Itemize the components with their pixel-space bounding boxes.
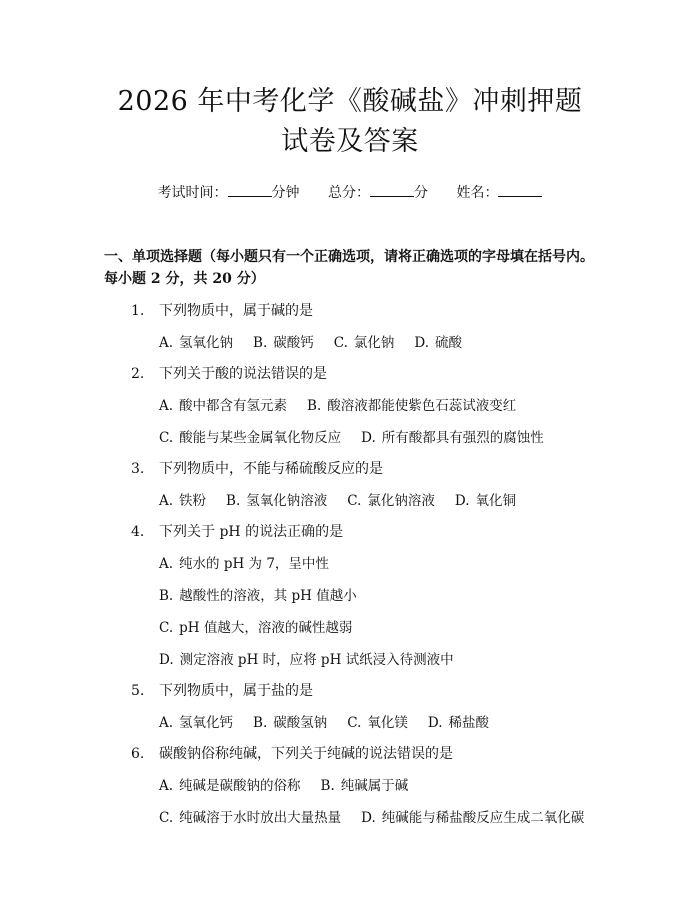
answer-option[interactable] <box>159 491 206 511</box>
option-row <box>104 618 596 638</box>
option-letter: D. <box>361 430 376 446</box>
answer-option[interactable] <box>159 713 233 733</box>
answer-option[interactable] <box>159 618 352 638</box>
score-blank[interactable] <box>370 184 414 197</box>
question-item <box>104 681 596 733</box>
option-text: 纯水的 pH 为 7，呈中性 <box>179 556 329 572</box>
question-stem <box>104 522 596 542</box>
option-letter: B. <box>253 715 268 731</box>
question-stem <box>104 364 596 384</box>
option-row <box>104 586 596 606</box>
exam-info <box>104 184 596 202</box>
answer-option[interactable] <box>253 333 314 353</box>
option-letter: C. <box>159 430 174 446</box>
option-text: 纯碱是碳酸钠的俗称 <box>179 778 301 794</box>
section-heading: 一、单项选择题（每小题只有一个正确选项，请将正确选项的字母填在括号内。每小题 2 分，共 20 分） <box>104 249 594 287</box>
option-text: 碳酸钙 <box>273 335 314 351</box>
question-text: 下列物质中，不能与稀硫酸反应的是 <box>159 461 383 477</box>
option-text: 氢氧化钠 <box>179 335 234 351</box>
option-text: 碳酸氢钠 <box>273 715 328 731</box>
question-item <box>104 301 596 353</box>
question-number: 3. <box>131 461 145 477</box>
answer-option[interactable] <box>334 333 395 353</box>
question-text: 下列物质中，属于碱的是 <box>159 303 313 319</box>
answer-option[interactable] <box>361 428 544 448</box>
option-row <box>104 396 596 416</box>
option-text: 氧化铜 <box>475 493 517 509</box>
name-label: 姓名： <box>456 185 499 201</box>
option-letter: B. <box>226 493 241 509</box>
option-text: 越酸性的溶液，其 pH 值越小 <box>179 588 357 604</box>
option-letter: C. <box>333 335 348 351</box>
option-row <box>104 808 596 828</box>
answer-option[interactable] <box>321 776 409 796</box>
exam-score <box>328 184 428 202</box>
answer-option[interactable] <box>159 776 301 796</box>
option-letter: A. <box>159 398 174 414</box>
option-letter: D. <box>414 335 430 351</box>
question-text: 下列物质中，属于盐的是 <box>159 683 313 699</box>
answer-option[interactable] <box>159 808 341 828</box>
option-text: 铁粉 <box>179 493 207 509</box>
option-letter: A. <box>159 556 174 572</box>
option-row <box>104 776 596 796</box>
answer-option[interactable] <box>159 650 454 670</box>
option-text: 纯碱能与稀盐酸反应生成二氧化碳 <box>381 810 585 826</box>
answer-option[interactable] <box>307 396 516 416</box>
option-text: 稀盐酸 <box>448 715 490 731</box>
option-letter: A. <box>159 335 174 351</box>
option-text: 所有酸都具有强烈的腐蚀性 <box>381 430 544 446</box>
option-letter: A. <box>159 493 174 509</box>
option-row <box>104 491 596 511</box>
question-text: 下列关于酸的说法错误的是 <box>159 366 327 382</box>
option-letter: B. <box>159 588 174 604</box>
answer-option[interactable] <box>159 428 341 448</box>
option-letter: D. <box>427 715 443 731</box>
question-item <box>104 744 596 828</box>
answer-option[interactable] <box>159 554 329 574</box>
option-row <box>104 333 596 353</box>
answer-option[interactable] <box>159 586 357 606</box>
option-letter: C. <box>347 493 362 509</box>
option-letter: B. <box>320 778 335 794</box>
answer-option[interactable] <box>455 491 516 511</box>
question-item <box>104 364 596 448</box>
option-text: pH 值越大，溶液的碱性越弱 <box>179 620 353 636</box>
option-text: 氧化镁 <box>367 715 408 731</box>
option-row <box>104 713 596 733</box>
exam-name <box>456 184 542 202</box>
option-letter: A. <box>159 715 174 731</box>
answer-option[interactable] <box>428 713 489 733</box>
option-text: 酸溶液都能使紫色石蕊试液变红 <box>327 398 517 414</box>
option-text: 测定溶液 pH 时，应将 pH 试纸浸入待测液中 <box>179 652 454 668</box>
question-text: 下列关于 pH 的说法正确的是 <box>159 524 344 540</box>
question-stem <box>104 301 596 321</box>
time-label: 考试时间： <box>157 185 228 201</box>
option-text: 氯化钠溶液 <box>367 493 435 509</box>
name-blank[interactable] <box>498 184 542 197</box>
option-text: 酸中都含有氢元素 <box>179 398 288 414</box>
answer-option[interactable] <box>361 808 584 828</box>
option-text: 氢氧化钙 <box>179 715 234 731</box>
question-item <box>104 522 596 670</box>
score-unit: 分 <box>414 185 428 201</box>
option-letter: D. <box>159 652 174 668</box>
answer-option[interactable] <box>347 491 435 511</box>
question-number: 4. <box>131 524 145 540</box>
answer-option[interactable] <box>159 396 287 416</box>
question-stem <box>104 459 596 479</box>
option-text: 氯化钠 <box>353 335 395 351</box>
question-item <box>104 459 596 511</box>
option-letter: A. <box>159 778 174 794</box>
answer-option[interactable] <box>414 333 462 353</box>
time-blank[interactable] <box>228 184 272 197</box>
page-title: 2026 年中考化学《酸碱盐》冲刺押题试卷及答案 <box>117 86 583 157</box>
option-text: 纯碱溶于水时放出大量热量 <box>179 810 342 826</box>
question-text: 碳酸钠俗称纯碱，下列关于纯碱的说法错误的是 <box>159 746 453 762</box>
option-text: 纯碱属于碱 <box>340 778 409 794</box>
answer-option[interactable] <box>253 713 327 733</box>
option-text: 硫酸 <box>435 335 463 351</box>
answer-option[interactable] <box>226 491 327 511</box>
exam-time <box>158 184 300 202</box>
question-list <box>104 301 596 828</box>
answer-option[interactable] <box>159 333 233 353</box>
option-letter: C. <box>159 810 174 826</box>
question-number: 5. <box>131 683 145 699</box>
option-text: 酸能与某些金属氧化物反应 <box>179 430 342 446</box>
option-row <box>104 554 596 574</box>
option-letter: D. <box>361 810 376 826</box>
question-number: 6. <box>131 746 145 762</box>
option-letter: C. <box>159 620 174 636</box>
question-stem <box>104 681 596 701</box>
option-letter: B. <box>307 398 322 414</box>
option-text: 氢氧化钠溶液 <box>246 493 328 509</box>
question-number: 1. <box>131 303 145 319</box>
option-row <box>104 428 596 448</box>
score-label: 总分： <box>328 185 370 201</box>
question-stem <box>104 744 596 764</box>
option-row <box>104 650 596 670</box>
time-unit: 分钟 <box>271 185 300 201</box>
question-number: 2. <box>131 366 145 382</box>
option-letter: B. <box>253 335 268 351</box>
option-letter: C. <box>347 715 362 731</box>
answer-option[interactable] <box>347 713 408 733</box>
option-letter: D. <box>454 493 470 509</box>
